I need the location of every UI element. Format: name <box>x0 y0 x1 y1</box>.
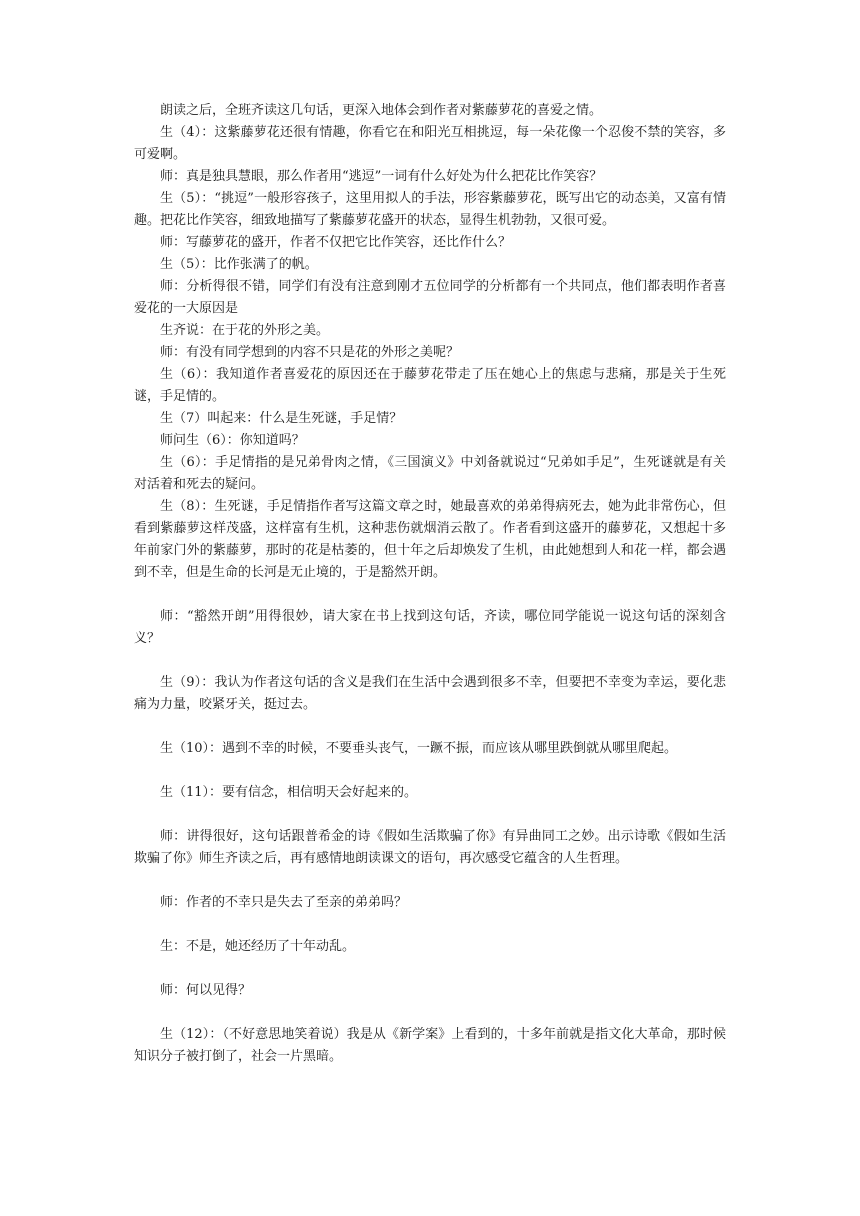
paragraph: 生（5）：比作张满了的帆。 <box>160 257 318 272</box>
paragraph: 生齐说：在于花的外形之美。 <box>160 323 330 338</box>
paragraph: 师：“豁然开朗”用得很妙，请大家在书上找到这句话，齐读，哪位同学能说一说这句话的深刻含义？ <box>134 609 726 646</box>
paragraph: 师：作者的不幸只是失去了至亲的弟弟吗？ <box>160 895 408 910</box>
paragraph: 师：讲得很好，这句话跟普希金的诗《假如生活欺骗了你》有异曲同工之妙。出示诗歌《假如生活欺骗了你》师生齐读之后，再有感情地朗读课文的语句，再次感受它蕴含的人生哲理。 <box>134 829 726 866</box>
paragraph: 生（4）：这紫藤萝花还很有情趣，你看它在和阳光互相挑逗，每一朵花像一个忍俊不禁的笑容，多可爱啊。 <box>134 125 726 162</box>
paragraph: 师：有没有同学想到的内容不只是花的外形之美呢？ <box>160 345 460 360</box>
paragraph: 生（10）：遇到不幸的时候，不要垂头丧气，一蹶不振，而应该从哪里跌倒就从哪里爬起。 <box>160 741 678 756</box>
paragraph: 师：分析得很不错，同学们有没有注意到刚才五位同学的分析都有一个共同点，他们都表明作者喜爱花的一大原因是 <box>134 279 726 316</box>
paragraph: 师问生（6）：你知道吗？ <box>160 433 305 448</box>
paragraph: 生（12）：（不好意思地笑着说）我是从《新学案》上看到的，十多年前就是指文化大革命，那时候知识分子被打倒了，社会一片黑暗。 <box>134 1027 726 1064</box>
paragraph: 生（6）：我知道作者喜爱花的原因还在于藤萝花带走了压在她心上的焦虑与悲痛，那是关于生死谜，手足情的。 <box>134 367 726 404</box>
paragraph: 师：真是独具慧眼，那么作者用“逃逗”一词有什么好处为什么把花比作笑容？ <box>160 169 603 184</box>
paragraph: 生（7）叫起来：什么是生死谜，手足情？ <box>160 411 403 426</box>
document-body <box>134 100 726 1068</box>
paragraph: 生（11）：要有信念，相信明天会好起来的。 <box>160 785 418 800</box>
paragraph: 师：何以见得？ <box>160 983 252 998</box>
paragraph: 生（9）：我认为作者这句话的含义是我们在生活中会遇到很多不幸，但要把不幸变为幸运，要化悲痛为力量，咬紧牙关，挺过去。 <box>134 675 726 712</box>
paragraph: 生：不是，她还经历了十年动乱。 <box>160 939 356 954</box>
paragraph: 生（5）：“挑逗”一般形容孩子，这里用拟人的手法，形容紫藤萝花，既写出它的动态美，又富有情趣。把花比作笑容，细致地描写了紫藤萝花盛开的状态，显得生机勃勃，又很可爱。 <box>134 191 726 228</box>
paragraph: 生（6）：手足情指的是兄弟骨肉之情，《三国演义》中刘备就说过“兄弟如手足”，生死谜就是有关对活着和死去的疑问。 <box>134 455 726 492</box>
paragraph: 生（8）：生死谜，手足情指作者写这篇文章之时，她最喜欢的弟弟得病死去，她为此非常伤心，但看到紫藤萝这样茂盛，这样富有生机，这种悲伤就烟消云散了。作者看到这盛开的藤萝花，又想起十多年前家门外的紫藤萝，那时的花是枯萎的，但十年之后却焕发了生机，由此她想到人和花一样，都会遇到不幸，但是生命的长河是无止境的，于是豁然开朗。 <box>134 499 726 580</box>
paragraph: 师：写藤萝花的盛开，作者不仅把它比作笑容，还比作什么？ <box>160 235 512 250</box>
paragraph: 朗读之后，全班齐读这几句话，更深入地体会到作者对紫藤萝花的喜爱之情。 <box>160 103 603 118</box>
